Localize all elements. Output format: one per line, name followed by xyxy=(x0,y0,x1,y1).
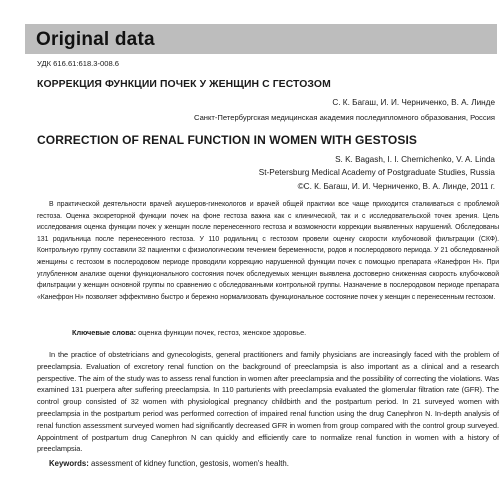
abstract-russian: В практической деятельности врачей акушеров-гинекологов и врачей общей практики все чаще приходится сталкиваться с проблемой гестоза. Оценка экскреторной функции почек на фоне гестоза важна как с клинической, так и с исследовательской точек зрения. Цель исследования оценка функции почек у женщин после перенесенного гестоза и возможности коррекции выявленных нарушений. Обследованы 131 родильница после перенесенного гестоза. У 110 родильниц с гестозом провели оценку скорости клубочковой фильтрации (СКФ). Контрольную группу составили 32 пациентки с физиологическим течением беременности, родов и послеродового периода. У 21 обследованной женщины с гестозом в послеродовом периоде проводили коррекцию нарушенной функции почек с помощью препарата «Канефрон Н». При углубленном анализе оценки функционального состояния почек обследуемых женщин выявлена достоверно сниженная скорость клубочковой фильтрации у женщин основной группы по сравнению с обследованными контрольной группы. Назначение в послеродовом периоде препарата «Канефрон Н» позволяет эффективно быстро и бережно нормализовать функциональное состояние почек у женщин с перенесенным гестозом. xyxy=(37,201,499,301)
authors-english: S. K. Bagash, I. I. Chernichenko, V. A. Linda xyxy=(335,155,495,164)
keywords-english-text: assessment of kidney function, gestosis, women's health. xyxy=(91,459,289,468)
title-russian: КОРРЕКЦИЯ ФУНКЦИИ ПОЧЕК У ЖЕНЩИН С ГЕСТОЗОМ xyxy=(37,79,331,90)
title-english: CORRECTION OF RENAL FUNCTION IN WOMEN WITH GESTOSIS xyxy=(37,133,417,147)
keywords-russian-label: Ключевые слова: xyxy=(72,328,137,337)
copyright-notice: ©С. К. Багаш, И. И. Черниченко, В. А. Линде, 2011 г. xyxy=(297,182,495,191)
affiliation-russian: Санкт-Петербургская медицинская академия последипломного образования, Россия xyxy=(194,113,495,122)
keywords-english-label: Keywords: xyxy=(49,459,89,468)
section-header-bar xyxy=(25,24,497,54)
section-label: Original data xyxy=(36,29,155,50)
keywords-russian xyxy=(72,328,306,337)
keywords-russian-text: оценка функции почек, гестоз, женское здоровье. xyxy=(138,328,307,337)
abstract-english: In the practice of obstetricians and gynecologists, general practitioners and family physicians are increasingly faced with the problem of preeclampsia. Evaluation of excretory renal function on the background of preeclampsia is also important as a clinical and a research perspective. The aim of the study was to assess renal function in women after preeclampsia and the possibility of correcting the violations. Was examined 131 puerpera after suffering preeclampsia. In 110 parturients with preeclampsia evaluated the glomerular filtration rate (GFR). The control group consisted of 32 women with physiological pregnancy childbirth and the postpartum period. In 21 surveyed women with preeclampsia in the postpartum period was performed correction of impaired renal function using the drug Canephron N. In-depth analysis of renal function assessment surveyed women had significantly decreased GFR in women from group compared with the control group surveyed. Appointment of postpartum drug Canephron N can quickly and efficiently care to normalize renal function in women with a history of preeclampsia. xyxy=(37,350,499,454)
keywords-english xyxy=(49,459,289,468)
affiliation-english: St-Petersburg Medical Academy of Postgraduate Studies, Russia xyxy=(258,168,495,177)
authors-russian: С. К. Багаш, И. И. Черниченко, В. А. Линде xyxy=(332,98,495,107)
udk-code: УДК 616.61:618.3-008.6 xyxy=(37,59,120,68)
